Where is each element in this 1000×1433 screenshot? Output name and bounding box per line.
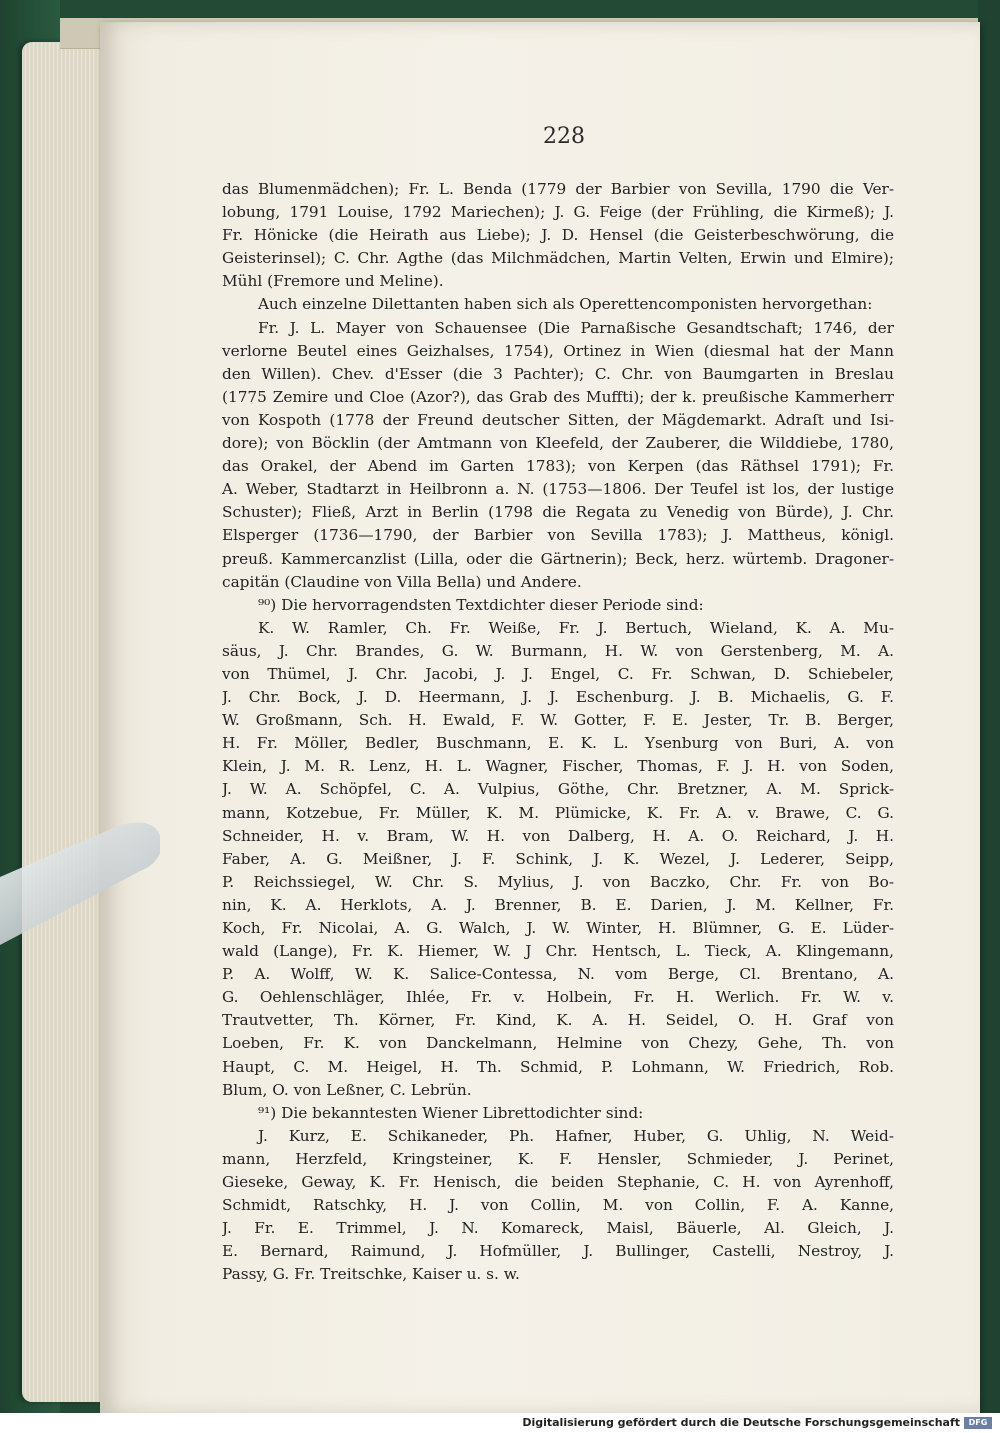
text-line: P. A. Wolff, W. K. Salice-Contessa, N. vom Berge, Cl. Brentano, A. [222, 965, 894, 984]
dfg-logo-icon: DFG [964, 1417, 992, 1429]
text-line: J. Chr. Bock, J. D. Heermann, J. J. Eschenburg. J. B. Michaelis, G. F. [222, 688, 894, 707]
text-line: wald (Lange), Fr. K. Hiemer, W. J Chr. Hentsch, L. Tieck, A. Klingemann, [222, 942, 894, 961]
page-text [222, 178, 894, 1287]
text-line: Klein, J. M. R. Lenz, H. L. Wagner, Fischer, Thomas, F. J. H. von Soden, [222, 757, 894, 776]
text-line: Koch, Fr. Nicolai, A. G. Walch, J. W. Winter, H. Blümner, G. E. Lüder- [222, 919, 894, 937]
text-line: P. Reichssiegel, W. Chr. S. Mylius, J. von Baczko, Chr. Fr. von Bo- [222, 872, 894, 891]
text-line: Fr. J. L. Mayer von Schauensee (Die Parnaßische Gesandtschaft; 1746, der [258, 318, 894, 337]
text-line: Haupt, C. M. Heigel, H. Th. Schmid, P. Lohmann, W. Friedrich, Rob. [222, 1057, 894, 1076]
text-line: Mühl (Fremore und Meline). [222, 272, 444, 291]
text-line: mann, Herzfeld, Kringsteiner, K. F. Hensler, Schmieder, J. Perinet, [222, 1149, 894, 1168]
text-line: W. Großmann, Sch. H. Ewald, F. W. Gotter, F. E. Jester, Tr. B. Berger, [222, 711, 894, 730]
text-line: Faber, A. G. Meißner, J. F. Schink, J. K. Wezel, J. Lederer, Seipp, [222, 849, 894, 868]
text-line: Blum, O. von Leßner, C. Lebrün. [222, 1080, 472, 1099]
text-line: Geisterinsel); C. Chr. Agthe (das Milchmädchen, Martin Velten, Erwin und Elmire); [222, 249, 894, 268]
text-line: E. Bernard, Raimund, J. Hofmüller, J. Bullinger, Castelli, Nestroy, J. [222, 1242, 894, 1261]
text-line: Schuster); Fließ, Arzt in Berlin (1798 die Regata zu Venedig von Bürde), J. Chr. [222, 503, 894, 522]
text-line: Loeben, Fr. K. von Danckelmann, Helmine von Chezy, Gehe, Th. von [222, 1034, 894, 1053]
background-right [978, 0, 1000, 1415]
text-line: das Orakel, der Abend im Garten 1783); von Kerpen (das Räthsel 1791); Fr. [222, 457, 894, 476]
footer-credit: Digitalisierung gefördert durch die Deutsche Forschungsgemeinschaft [522, 1416, 960, 1429]
text-line: dore); von Böcklin (der Amtmann von Kleefeld, der Zauberer, die Wilddiebe, 1780, [222, 434, 894, 453]
text-line: säus, J. Chr. Brandes, G. W. Burmann, H. W. von Gerstenberg, M. A. [222, 641, 894, 660]
text-line: J. Fr. E. Trimmel, J. N. Komareck, Maisl, Bäuerle, Al. Gleich, J. [222, 1219, 894, 1238]
text-line: preuß. Kammercanzlist (Lilla, oder die Gärtnerin); Beck, herz. würtemb. Dragoner- [222, 549, 894, 568]
text-line: J. W. A. Schöpfel, C. A. Vulpius, Göthe, Chr. Bretzner, A. M. Sprick- [222, 780, 894, 799]
text-line: verlorne Beutel eines Geizhalses, 1754), Ortinez in Wien (diesmal hat der Mann [222, 341, 894, 360]
text-line: lobung, 1791 Louise, 1792 Mariechen); J. G. Feige (der Frühling, die Kirmeß); J. [222, 203, 894, 222]
text-line: J. Kurz, E. Schikaneder, Ph. Hafner, Huber, G. Uhlig, N. Weid- [258, 1126, 894, 1145]
text-line: von Kospoth (1778 der Freund deutscher Sitten, der Mägdemarkt. Adraſt und Isi- [222, 410, 894, 429]
text-line: Elsperger (1736—1790, der Barbier von Sevilla 1783); J. Mattheus, königl. [222, 526, 894, 545]
text-line: H. Fr. Möller, Bedler, Buschmann, E. K. L. Ysenburg von Buri, A. von [222, 734, 894, 753]
text-line: ⁹¹) Die bekanntesten Wiener Librettodichter sind: [258, 1103, 644, 1122]
text-line: Schmidt, Ratschky, H. J. von Collin, M. von Collin, F. A. Kanne, [222, 1196, 894, 1215]
text-line: Trautvetter, Th. Körner, Fr. Kind, K. A. H. Seidel, O. H. Graf von [222, 1011, 894, 1030]
text-line: von Thümel, J. Chr. Jacobi, J. J. Engel, C. Fr. Schwan, D. Schiebeler, [222, 664, 894, 683]
text-line: den Willen). Chev. d'Esser (die 3 Pachter); C. Chr. von Baumgarten in Breslau [222, 364, 894, 383]
scanner-clamp-shadow [0, 815, 160, 975]
text-line: Auch einzelne Dilettanten haben sich als Operettencomponisten hervorgethan: [258, 295, 873, 314]
text-line: A. Weber, Stadtarzt in Heilbronn a. N. (1753—1806. Der Teufel ist los, der lustige [222, 480, 894, 499]
book-page-edges [22, 42, 102, 1402]
text-line: capitän (Claudine von Villa Bella) und Andere. [222, 572, 582, 591]
text-line: Gieseke, Geway, K. Fr. Henisch, die beiden Stephanie, C. H. von Ayrenhoff, [222, 1173, 894, 1192]
text-line: das Blumenmädchen); Fr. L. Benda (1779 der Barbier von Sevilla, 1790 die Ver- [222, 180, 894, 198]
text-line: Fr. Hönicke (die Heirath aus Liebe); J. D. Hensel (die Geisterbeschwörung, die [222, 226, 894, 245]
text-line: ⁹⁰) Die hervorragendsten Textdichter dieser Periode sind: [258, 595, 704, 614]
footer-bar [0, 1413, 1000, 1433]
text-line: G. Oehlenschläger, Ihlée, Fr. v. Holbein, Fr. H. Werlich. Fr. W. v. [222, 988, 894, 1007]
text-line: mann, Kotzebue, Fr. Müller, K. M. Plümicke, K. Fr. A. v. Brawe, C. G. [222, 803, 894, 822]
text-line: K. W. Ramler, Ch. Fr. Weiße, Fr. J. Bertuch, Wieland, K. A. Mu- [258, 618, 894, 637]
text-line: nin, K. A. Herklots, A. J. Brenner, B. E. Darien, J. M. Kellner, Fr. [222, 895, 894, 914]
page-number: 228 [543, 124, 585, 149]
text-line: Passy, G. Fr. Treitschke, Kaiser u. s. w. [222, 1265, 520, 1284]
text-line: (1775 Zemire und Cloe (Azor?), das Grab des Muffti); der k. preußische Kammerherr [222, 387, 894, 406]
text-line: Schneider, H. v. Bram, W. H. von Dalberg, H. A. O. Reichard, J. H. [222, 826, 894, 845]
